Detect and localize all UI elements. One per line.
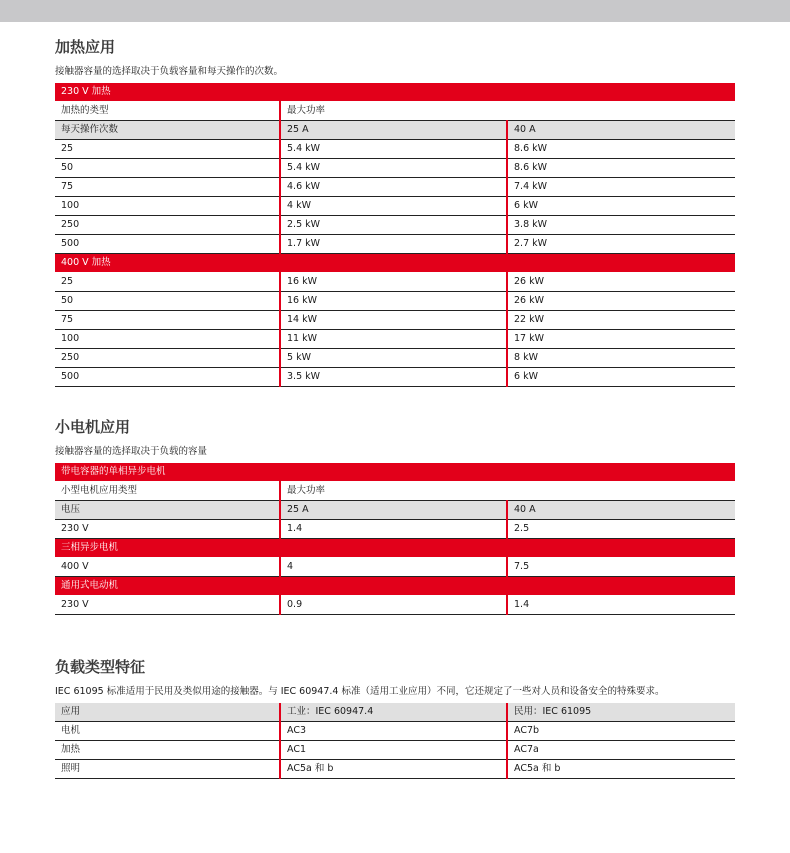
ops-label: 每天操作次数 xyxy=(55,121,280,140)
table-row xyxy=(55,520,735,539)
cell-ops: 50 xyxy=(55,159,280,178)
heating-description: 接触器容量的选择取决于负载容量和每天操作的次数。 xyxy=(55,66,284,77)
cell-25a: 3.5 kW xyxy=(280,368,507,387)
cell-ops: 25 xyxy=(55,140,280,159)
cell-40a: 7.5 xyxy=(507,558,735,577)
load-title: 负载类型特征 xyxy=(55,658,146,676)
section-row-universal xyxy=(55,577,735,596)
cell-ops: 500 xyxy=(55,368,280,387)
cell-ops: 25 xyxy=(55,273,280,292)
section-row-230v xyxy=(55,83,735,102)
cell-25a: 4 kW xyxy=(280,197,507,216)
cell-40a: 22 kW xyxy=(507,311,735,330)
table-row xyxy=(55,159,735,178)
load-section xyxy=(55,657,735,779)
cell-40a: 8.6 kW xyxy=(507,159,735,178)
table-row xyxy=(55,722,735,741)
max-power-label: 最大功率 xyxy=(280,482,735,501)
header-row xyxy=(55,482,735,501)
table-row xyxy=(55,596,735,615)
section-label: 带电容器的单相异步电机 xyxy=(55,463,735,482)
header-row xyxy=(55,703,735,722)
cell-40a: 6 kW xyxy=(507,368,735,387)
cell-25a: 5.4 kW xyxy=(280,159,507,178)
heating-table xyxy=(55,83,735,387)
motor-title: 小电机应用 xyxy=(55,418,131,436)
section-label: 230 V 加热 xyxy=(55,83,735,102)
cell-40a: 8.6 kW xyxy=(507,140,735,159)
section-row-400v xyxy=(55,254,735,273)
cell-industrial: AC5a 和 b xyxy=(280,760,507,779)
table-row xyxy=(55,330,735,349)
cell-25a: 16 kW xyxy=(280,273,507,292)
heating-section xyxy=(55,37,735,387)
cell-application: 电机 xyxy=(55,722,280,741)
cell-ops: 100 xyxy=(55,330,280,349)
heating-title: 加热应用 xyxy=(55,38,116,56)
cell-civil: AC5a 和 b xyxy=(507,760,735,779)
cell-ops: 75 xyxy=(55,311,280,330)
cell-25a: 16 kW xyxy=(280,292,507,311)
load-description: IEC 61095 标准适用于民用及类似用途的接触器。与 IEC 60947.4 标准（适用工业应用）不同，它还规定了一些对人员和设备安全的特殊要求。 xyxy=(55,686,665,697)
cell-ops: 250 xyxy=(55,216,280,235)
header-row xyxy=(55,501,735,520)
cell-25a: 0.9 xyxy=(280,596,507,615)
cell-40a: 7.4 kW xyxy=(507,178,735,197)
table-row xyxy=(55,235,735,254)
header-application: 应用 xyxy=(55,703,280,722)
table-row xyxy=(55,140,735,159)
cell-25a: 4.6 kW xyxy=(280,178,507,197)
table-row xyxy=(55,311,735,330)
table-row xyxy=(55,760,735,779)
table-row xyxy=(55,741,735,760)
table-row xyxy=(55,368,735,387)
cell-25a: 2.5 kW xyxy=(280,216,507,235)
cell-25a: 1.7 kW xyxy=(280,235,507,254)
motor-table xyxy=(55,463,735,615)
cell-ops: 50 xyxy=(55,292,280,311)
section-label: 400 V 加热 xyxy=(55,254,735,273)
cell-industrial: AC1 xyxy=(280,741,507,760)
cell-industrial: AC3 xyxy=(280,722,507,741)
cell-ops: 100 xyxy=(55,197,280,216)
col-40a: 40 A xyxy=(507,501,735,520)
section-label: 通用式电动机 xyxy=(55,577,735,596)
section-label: 三相异步电机 xyxy=(55,539,735,558)
motor-description: 接触器容量的选择取决于负载的容量 xyxy=(55,446,208,457)
cell-voltage: 230 V xyxy=(55,520,280,539)
type-label: 加热的类型 xyxy=(55,102,280,121)
table-row xyxy=(55,197,735,216)
table-row xyxy=(55,558,735,577)
cell-application: 照明 xyxy=(55,760,280,779)
header-row xyxy=(55,102,735,121)
cell-40a: 3.8 kW xyxy=(507,216,735,235)
cell-40a: 1.4 xyxy=(507,596,735,615)
cell-ops: 75 xyxy=(55,178,280,197)
cell-25a: 4 xyxy=(280,558,507,577)
table-row xyxy=(55,349,735,368)
col-25a: 25 A xyxy=(280,121,507,140)
cell-voltage: 230 V xyxy=(55,596,280,615)
cell-25a: 14 kW xyxy=(280,311,507,330)
section-row-single-phase xyxy=(55,463,735,482)
cell-25a: 11 kW xyxy=(280,330,507,349)
header-civil: 民用：IEC 61095 xyxy=(507,703,735,722)
cell-25a: 5 kW xyxy=(280,349,507,368)
table-row xyxy=(55,216,735,235)
max-power-label: 最大功率 xyxy=(280,102,735,121)
col-25a: 25 A xyxy=(280,501,507,520)
cell-application: 加热 xyxy=(55,741,280,760)
table-row xyxy=(55,178,735,197)
cell-civil: AC7a xyxy=(507,741,735,760)
cell-civil: AC7b xyxy=(507,722,735,741)
col-40a: 40 A xyxy=(507,121,735,140)
cell-40a: 8 kW xyxy=(507,349,735,368)
header-row xyxy=(55,121,735,140)
cell-40a: 26 kW xyxy=(507,292,735,311)
cell-40a: 26 kW xyxy=(507,273,735,292)
section-row-three-phase xyxy=(55,539,735,558)
cell-25a: 5.4 kW xyxy=(280,140,507,159)
motor-section xyxy=(55,417,735,615)
cell-40a: 17 kW xyxy=(507,330,735,349)
cell-ops: 500 xyxy=(55,235,280,254)
table-row xyxy=(55,292,735,311)
load-table xyxy=(55,703,735,779)
cell-ops: 250 xyxy=(55,349,280,368)
cell-40a: 6 kW xyxy=(507,197,735,216)
cell-voltage: 400 V xyxy=(55,558,280,577)
cell-40a: 2.7 kW xyxy=(507,235,735,254)
type-label: 小型电机应用类型 xyxy=(55,482,280,501)
cell-25a: 1.4 xyxy=(280,520,507,539)
cell-40a: 2.5 xyxy=(507,520,735,539)
header-industrial: 工业：IEC 60947.4 xyxy=(280,703,507,722)
table-row xyxy=(55,273,735,292)
top-bar xyxy=(0,0,790,22)
voltage-label: 电压 xyxy=(55,501,280,520)
